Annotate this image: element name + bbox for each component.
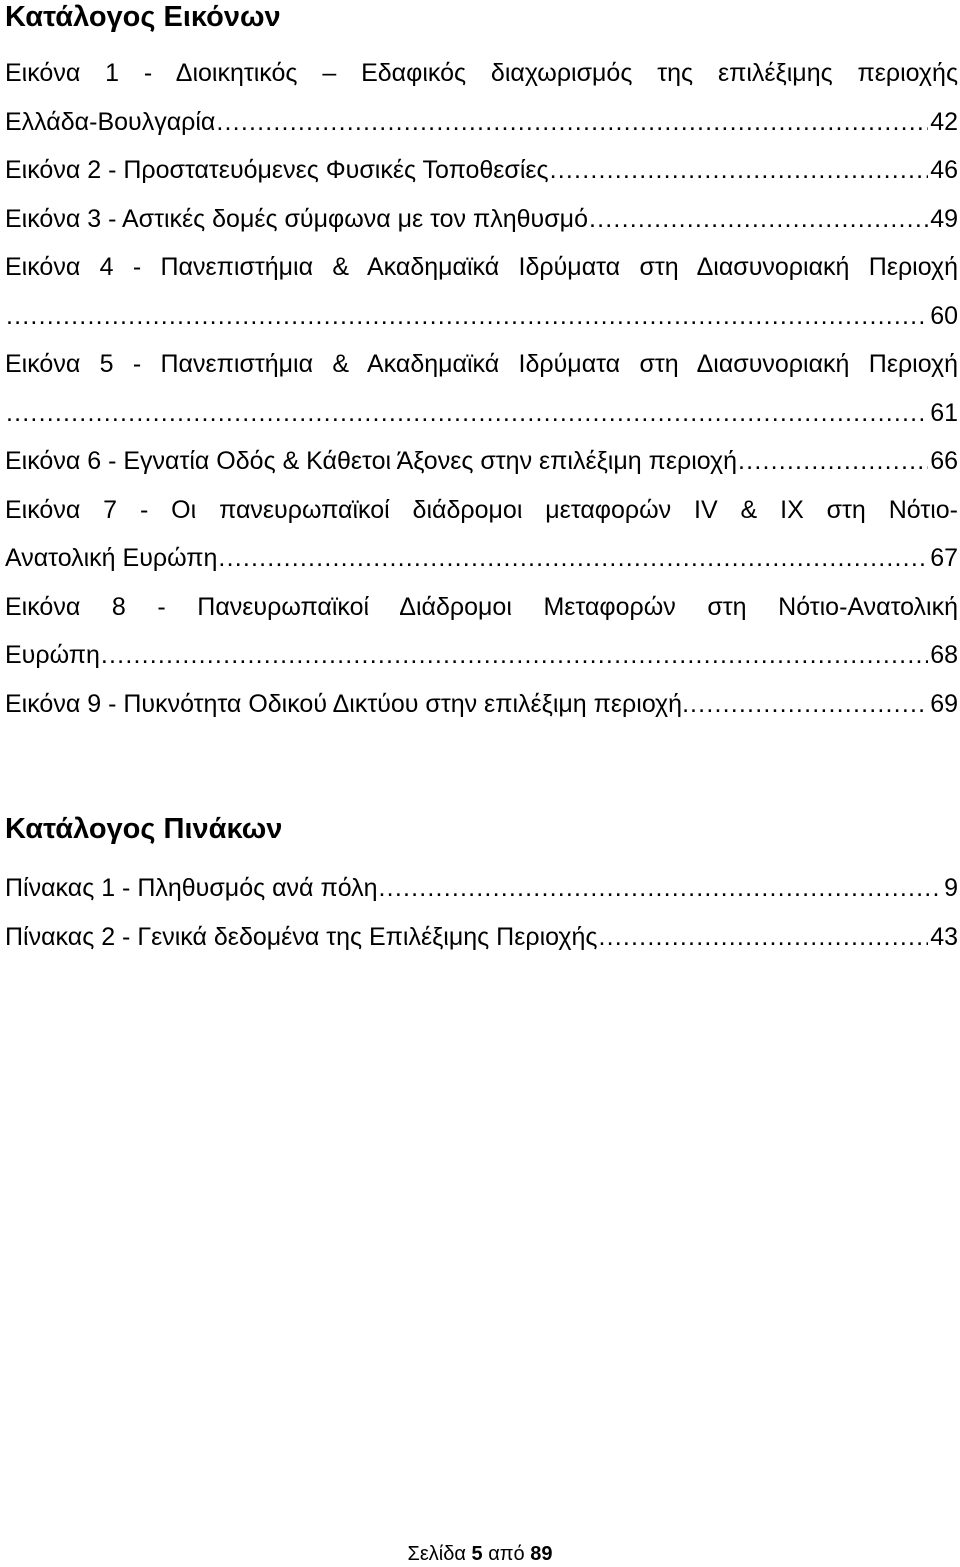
dot-leader [218,534,928,583]
toc-entry[interactable] [5,146,958,195]
toc-page-number: 42 [930,107,958,136]
toc-entry[interactable] [5,389,958,438]
toc-entry[interactable] [5,292,958,341]
footer-total-pages: 89 [530,1543,553,1565]
toc-page-number: 43 [930,922,958,951]
toc-entry[interactable] [5,437,958,486]
toc-page-number: 49 [930,204,958,233]
figures-list [5,49,958,728]
tables-list [5,864,958,961]
toc-entry-label: Πίνακας 2 - Γενικά δεδομένα της Επιλέξιμης Περιοχής [5,922,598,951]
dot-leader [550,146,929,195]
toc-entry-label: Εικόνα 9 - Πυκνότητα Οδικού Δικτύου στην επιλέξιμη περιοχή. [5,689,690,718]
dot-leader [738,437,928,486]
toc-entry-label: Ανατολική Ευρώπη [5,544,218,572]
toc-entry[interactable] [5,680,958,729]
toc-entry[interactable] [5,98,958,147]
dot-leader [6,389,928,438]
dot-leader [379,864,943,913]
toc-entry[interactable] [5,631,958,680]
dot-leader [598,913,928,962]
footer-current-page: 5 [471,1543,483,1565]
toc-entry-line: Εικόνα 1 - Διοικητικός – Εδαφικός διαχωρισμός της επιλέξιμης περιοχής [5,59,958,87]
dot-leader [101,631,928,680]
footer-page-word: Σελίδα [407,1543,466,1565]
toc-entry-label: Ελλάδα-Βουλγαρία [5,107,216,136]
toc-entry-line: Εικόνα 5 - Πανεπιστήμια & Ακαδημαϊκά Ιδρύματα στη Διασυνοριακή Περιοχή [5,350,958,378]
toc-entry-label: Εικόνα 2 - Προστατευόμενες Φυσικές Τοποθεσίες [5,156,549,184]
toc-entry-line: Εικόνα 4 - Πανεπιστήμια & Ακαδημαϊκά Ιδρύματα στη Διασυνοριακή Περιοχή [5,253,958,281]
toc-entry[interactable] [5,864,958,913]
toc-page-number: 66 [930,447,958,475]
figures-list-heading: Κατάλογος Εικόνων [5,1,281,33]
toc-entry-label: Εικόνα 6 - Εγνατία Οδός & Κάθετοι Άξονες στην επιλέξιμη περιοχή [5,447,738,475]
toc-entry-line: Εικόνα 7 - Οι πανευρωπαϊκοί διάδρομοι μεταφορών IV & IX στη Νότιο- [5,495,958,524]
toc-entry-label: Εικόνα 3 - Αστικές δομές σύμφωνα με τον πληθυσμό [5,204,588,233]
dot-leader [589,195,928,244]
toc-page-number: 60 [930,301,958,330]
document-page [5,0,958,1567]
toc-entry-label: Πίνακας 1 - Πληθυσμός ανά πόλη [5,874,378,902]
toc-page-number: 61 [930,398,958,427]
toc-entry-label: Ευρώπη [5,641,100,669]
dot-leader [690,680,928,729]
dot-leader [216,98,928,147]
toc-page-number: 9 [944,874,958,902]
toc-page-number: 46 [930,156,958,184]
footer-of-word: από [488,1543,525,1565]
tables-list-heading: Κατάλογος Πινάκων [5,813,283,845]
toc-page-number: 68 [930,641,958,669]
toc-page-number: 67 [930,544,958,572]
toc-entry[interactable] [5,913,958,962]
toc-entry[interactable] [5,534,958,583]
toc-entry[interactable] [5,195,958,244]
dot-leader [6,292,928,341]
page-footer [0,1542,960,1566]
toc-entry-line: Εικόνα 8 - Πανευρωπαϊκοί Διάδρομοι Μεταφορών στη Νότιο-Ανατολική [5,592,958,621]
toc-page-number: 69 [930,689,958,718]
